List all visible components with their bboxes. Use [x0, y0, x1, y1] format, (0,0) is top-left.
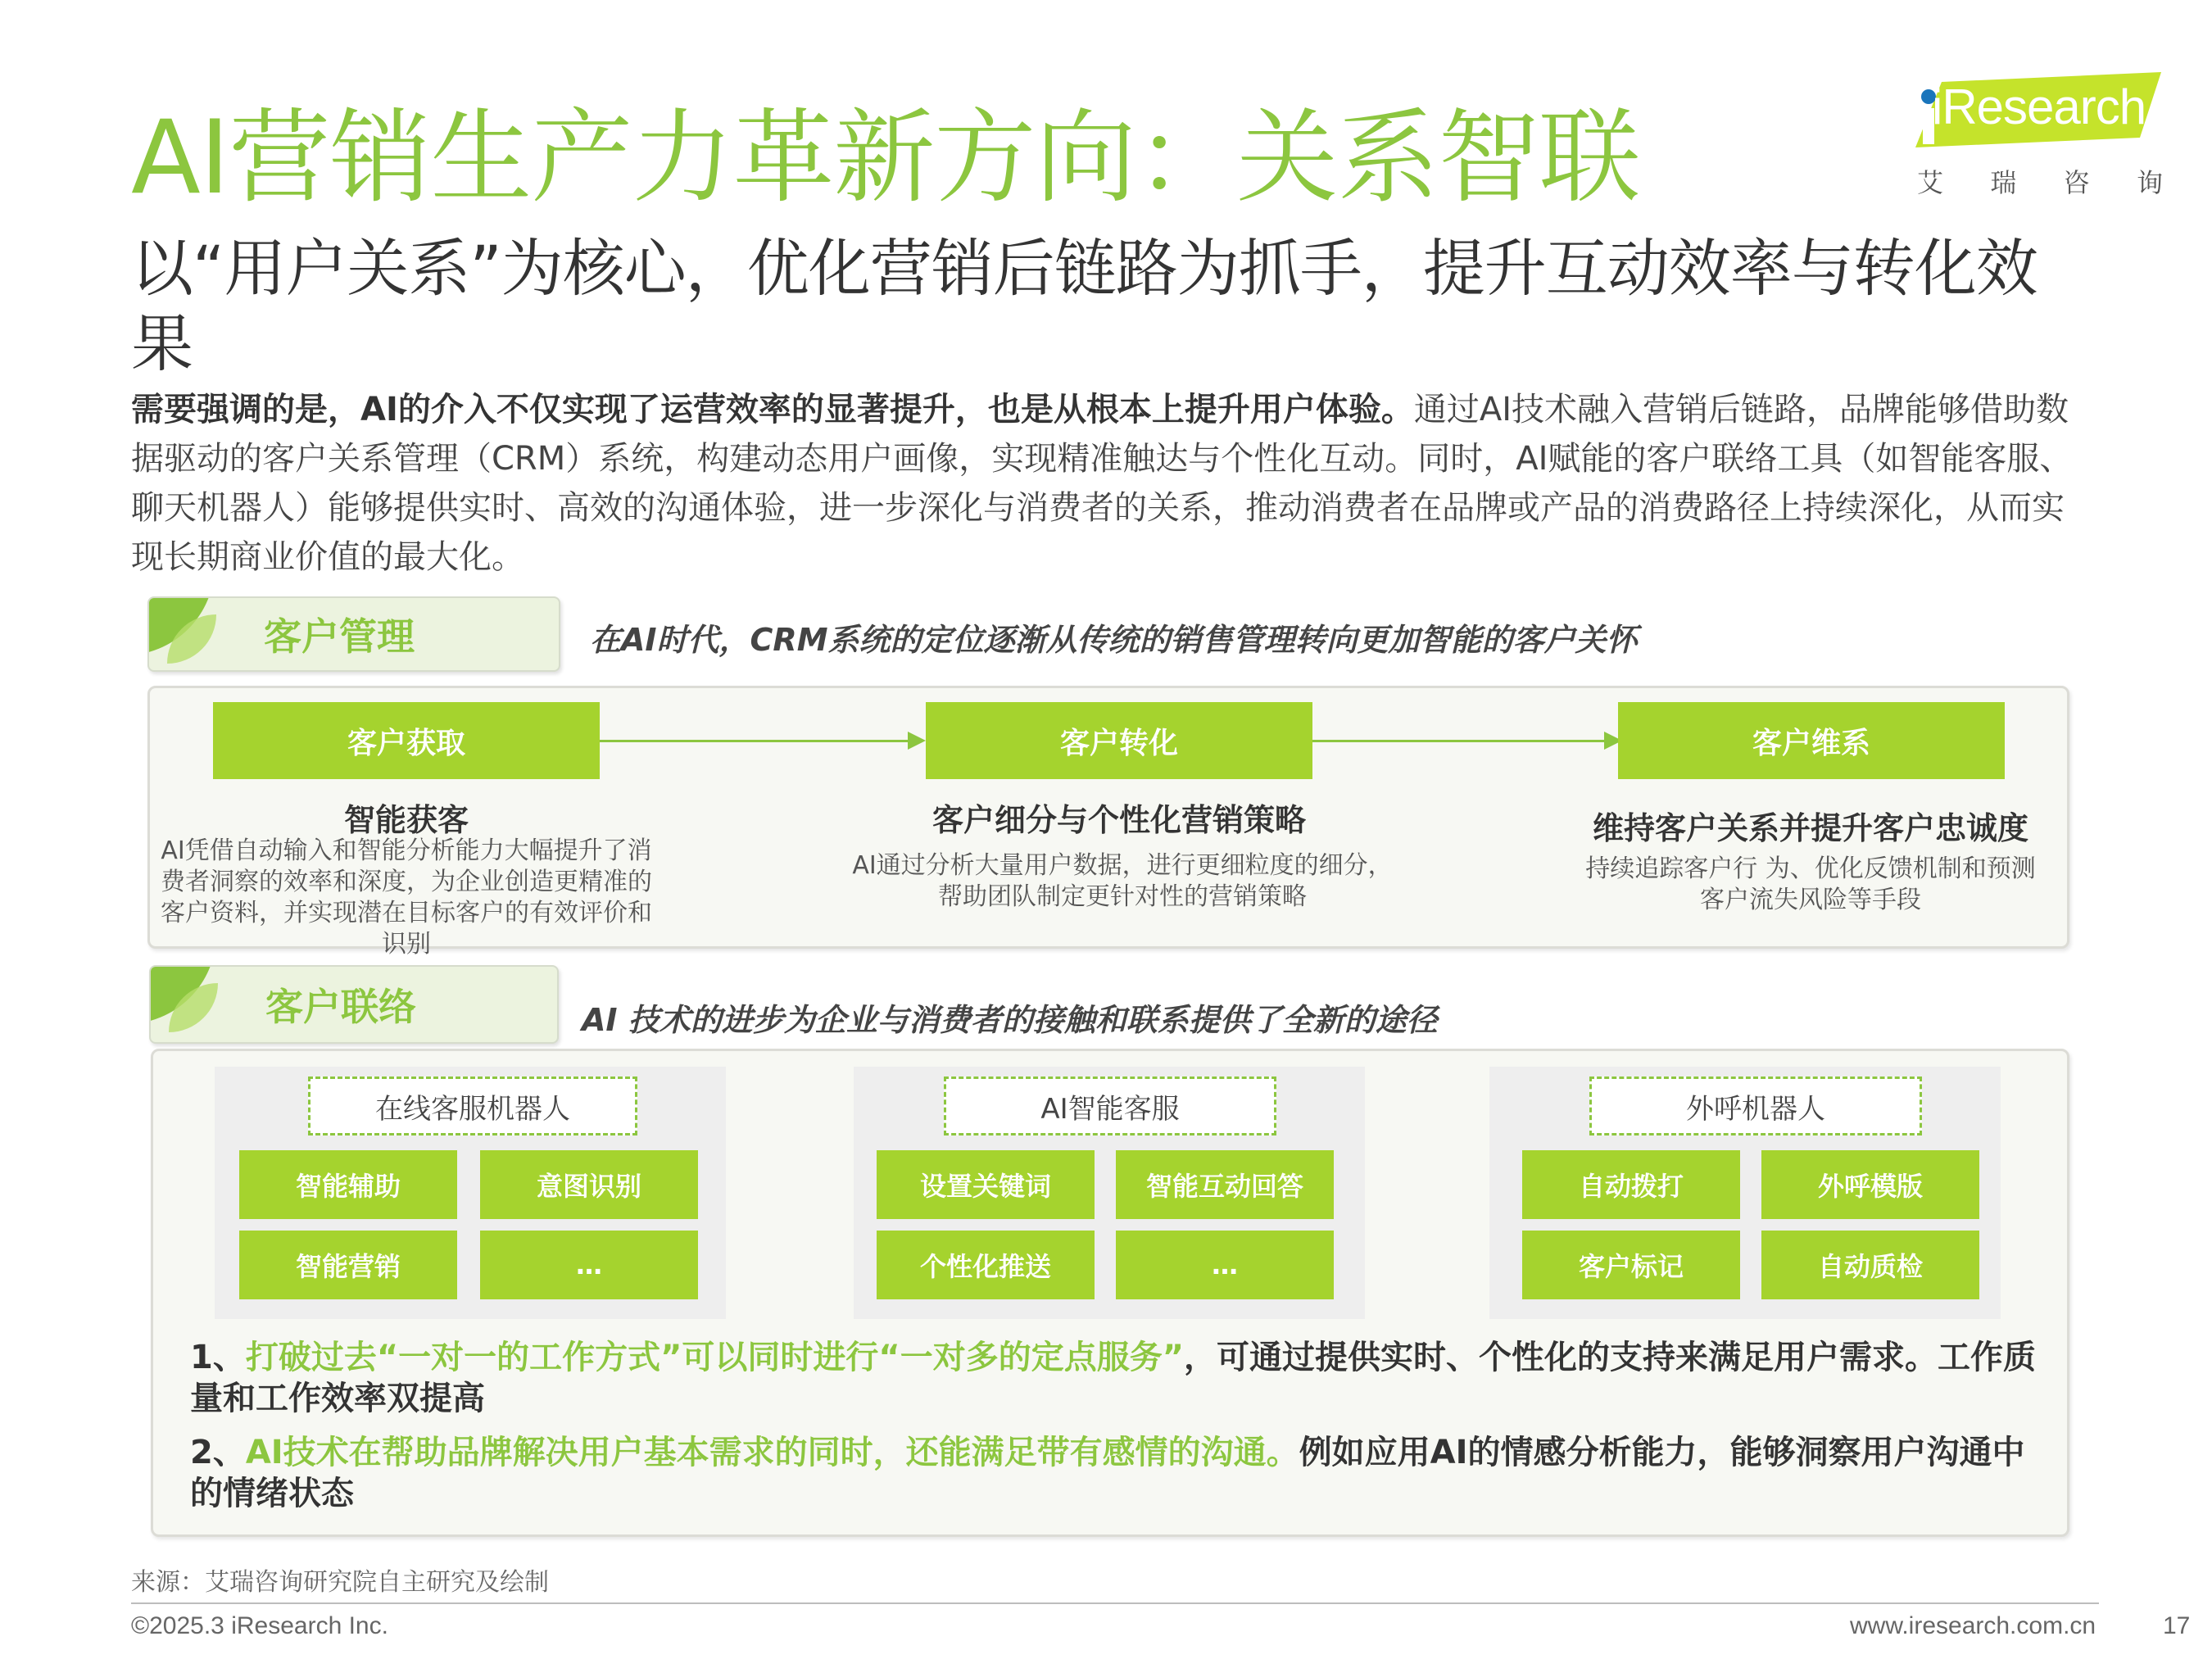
- step-text: 持续追踪客户行 为、优化反馈机制和预测客户流失风险等手段: [1585, 854, 2036, 914]
- feature-chip: 设置关键词: [877, 1150, 1095, 1219]
- section-tab-label: 客户联络: [265, 985, 416, 1029]
- feature-chip: 自动拨打: [1522, 1150, 1740, 1219]
- point-1-rest: ，可通过提供实时、个性化的支持来满足用户需求。工作质量和工作效率双提高: [190, 1339, 2036, 1417]
- step-box-conversion: 客户转化: [926, 702, 1312, 779]
- arrow-line: [600, 740, 911, 742]
- intro-paragraph: [131, 385, 2089, 582]
- group-label: 外呼机器人: [1589, 1077, 1922, 1135]
- point-2-rest: 例如应用AI的情感分析能力，能够洞察用户沟通中的情绪状态: [190, 1434, 2025, 1512]
- feature-chip: …: [1116, 1231, 1334, 1299]
- section-tab-label: 客户管理: [264, 614, 415, 659]
- intro-rest: 通过AI技术融入营销后链路，品牌能够借助数据驱动的客户关系管理（CRM）系统，构建动态用户画像，实现精准触达与个性化互动。同时，AI赋能的客户联络工具（如智能客服、聊天机器人）能够提供实时、高效的沟通体验，进一步深化与消费者的关系，推动消费者在品牌或产品的消费路径上持续深化，从而实现长期商业价值的最大化。: [131, 391, 2073, 576]
- logo-brand-text: iResearch: [1932, 79, 2146, 134]
- feature-chip: 智能辅助: [239, 1150, 457, 1219]
- feature-chip: …: [480, 1231, 698, 1299]
- feature-chip: 意图识别: [480, 1150, 698, 1219]
- page-title: AI营销生产力革新方向：关系智联: [131, 99, 1640, 217]
- source-note: 来源：艾瑞咨询研究院自主研究及绘制: [131, 1568, 549, 1597]
- page-number: 17: [2163, 1612, 2191, 1639]
- step-text: AI通过分析大量用户数据，进行更细粒度的细分，帮助团队制定更针对性的营销策略: [852, 851, 1393, 911]
- feature-chip: 个性化推送: [877, 1231, 1095, 1299]
- step-box-retention: 客户维系: [1618, 702, 2005, 779]
- step-text: AI凭借自动输入和智能分析能力大幅提升了消费者洞察的效率和深度，为企业创造更精准的客户资料，并实现潜在目标客户的有效评价和识别: [161, 836, 652, 959]
- point-1-highlight: 打破过去“一对一的工作方式”可以同时进行“一对多的定点服务”: [245, 1339, 1184, 1376]
- point-2: 2、AI技术在帮助品牌解决用户基本需求的同时，还能满足带有感情的沟通。例如应用AI的情感分析能力，能够洞察用户沟通中的情绪状态: [190, 1434, 2025, 1512]
- feature-chip: 智能营销: [239, 1231, 457, 1299]
- point-2-highlight: AI技术在帮助品牌解决用户基本需求的同时，还能满足带有感情的沟通。: [245, 1434, 1299, 1471]
- logo-cn-text: 艾 瑞 咨 询: [1917, 167, 2163, 198]
- feature-chip: 客户标记: [1522, 1231, 1740, 1299]
- step-title: 维持客户关系并提升客户忠诚度: [1592, 810, 2028, 846]
- step-box-acquisition: 客户获取: [213, 702, 600, 779]
- page-subtitle: 以“用户关系”为核心，优化营销后链路为抓手，提升互动效率与转化效果: [131, 232, 2037, 380]
- feature-chip: 外呼模版: [1761, 1150, 1979, 1219]
- step-title: 智能获客: [343, 802, 469, 838]
- intro-bold: 需要强调的是，AI的介入不仅实现了运营效率的显著提升，也是从根本上提升用户体验。: [131, 391, 1414, 428]
- section-tab-customer-contact: [149, 965, 559, 1044]
- section-description: AI 技术的进步为企业与消费者的接触和联系提供了全新的途径: [582, 1002, 1438, 1038]
- group-label: AI智能客服: [944, 1077, 1276, 1135]
- feature-chip: 自动质检: [1761, 1231, 1979, 1299]
- section-description: 在AI时代，CRM系统的定位逐渐从传统的销售管理转向更加智能的客户关怀: [590, 622, 1638, 658]
- arrow-line: [1312, 740, 1607, 742]
- footer-divider: [131, 1602, 2099, 1604]
- point-1: 1、打破过去“一对一的工作方式”可以同时进行“一对多的定点服务”，可通过提供实时、个性化的支持来满足用户需求。工作质量和工作效率双提高: [190, 1339, 2036, 1417]
- website-link[interactable]: www.iresearch.com.cn: [1850, 1612, 2096, 1639]
- arrow-right-icon: [908, 732, 926, 750]
- step-title: 客户细分与个性化营销策略: [931, 802, 1306, 838]
- feature-chip: 智能互动回答: [1116, 1150, 1334, 1219]
- group-label: 在线客服机器人: [308, 1077, 637, 1135]
- copyright: ©2025.3 iResearch Inc.: [131, 1612, 388, 1639]
- section-tab-customer-management: [147, 596, 560, 672]
